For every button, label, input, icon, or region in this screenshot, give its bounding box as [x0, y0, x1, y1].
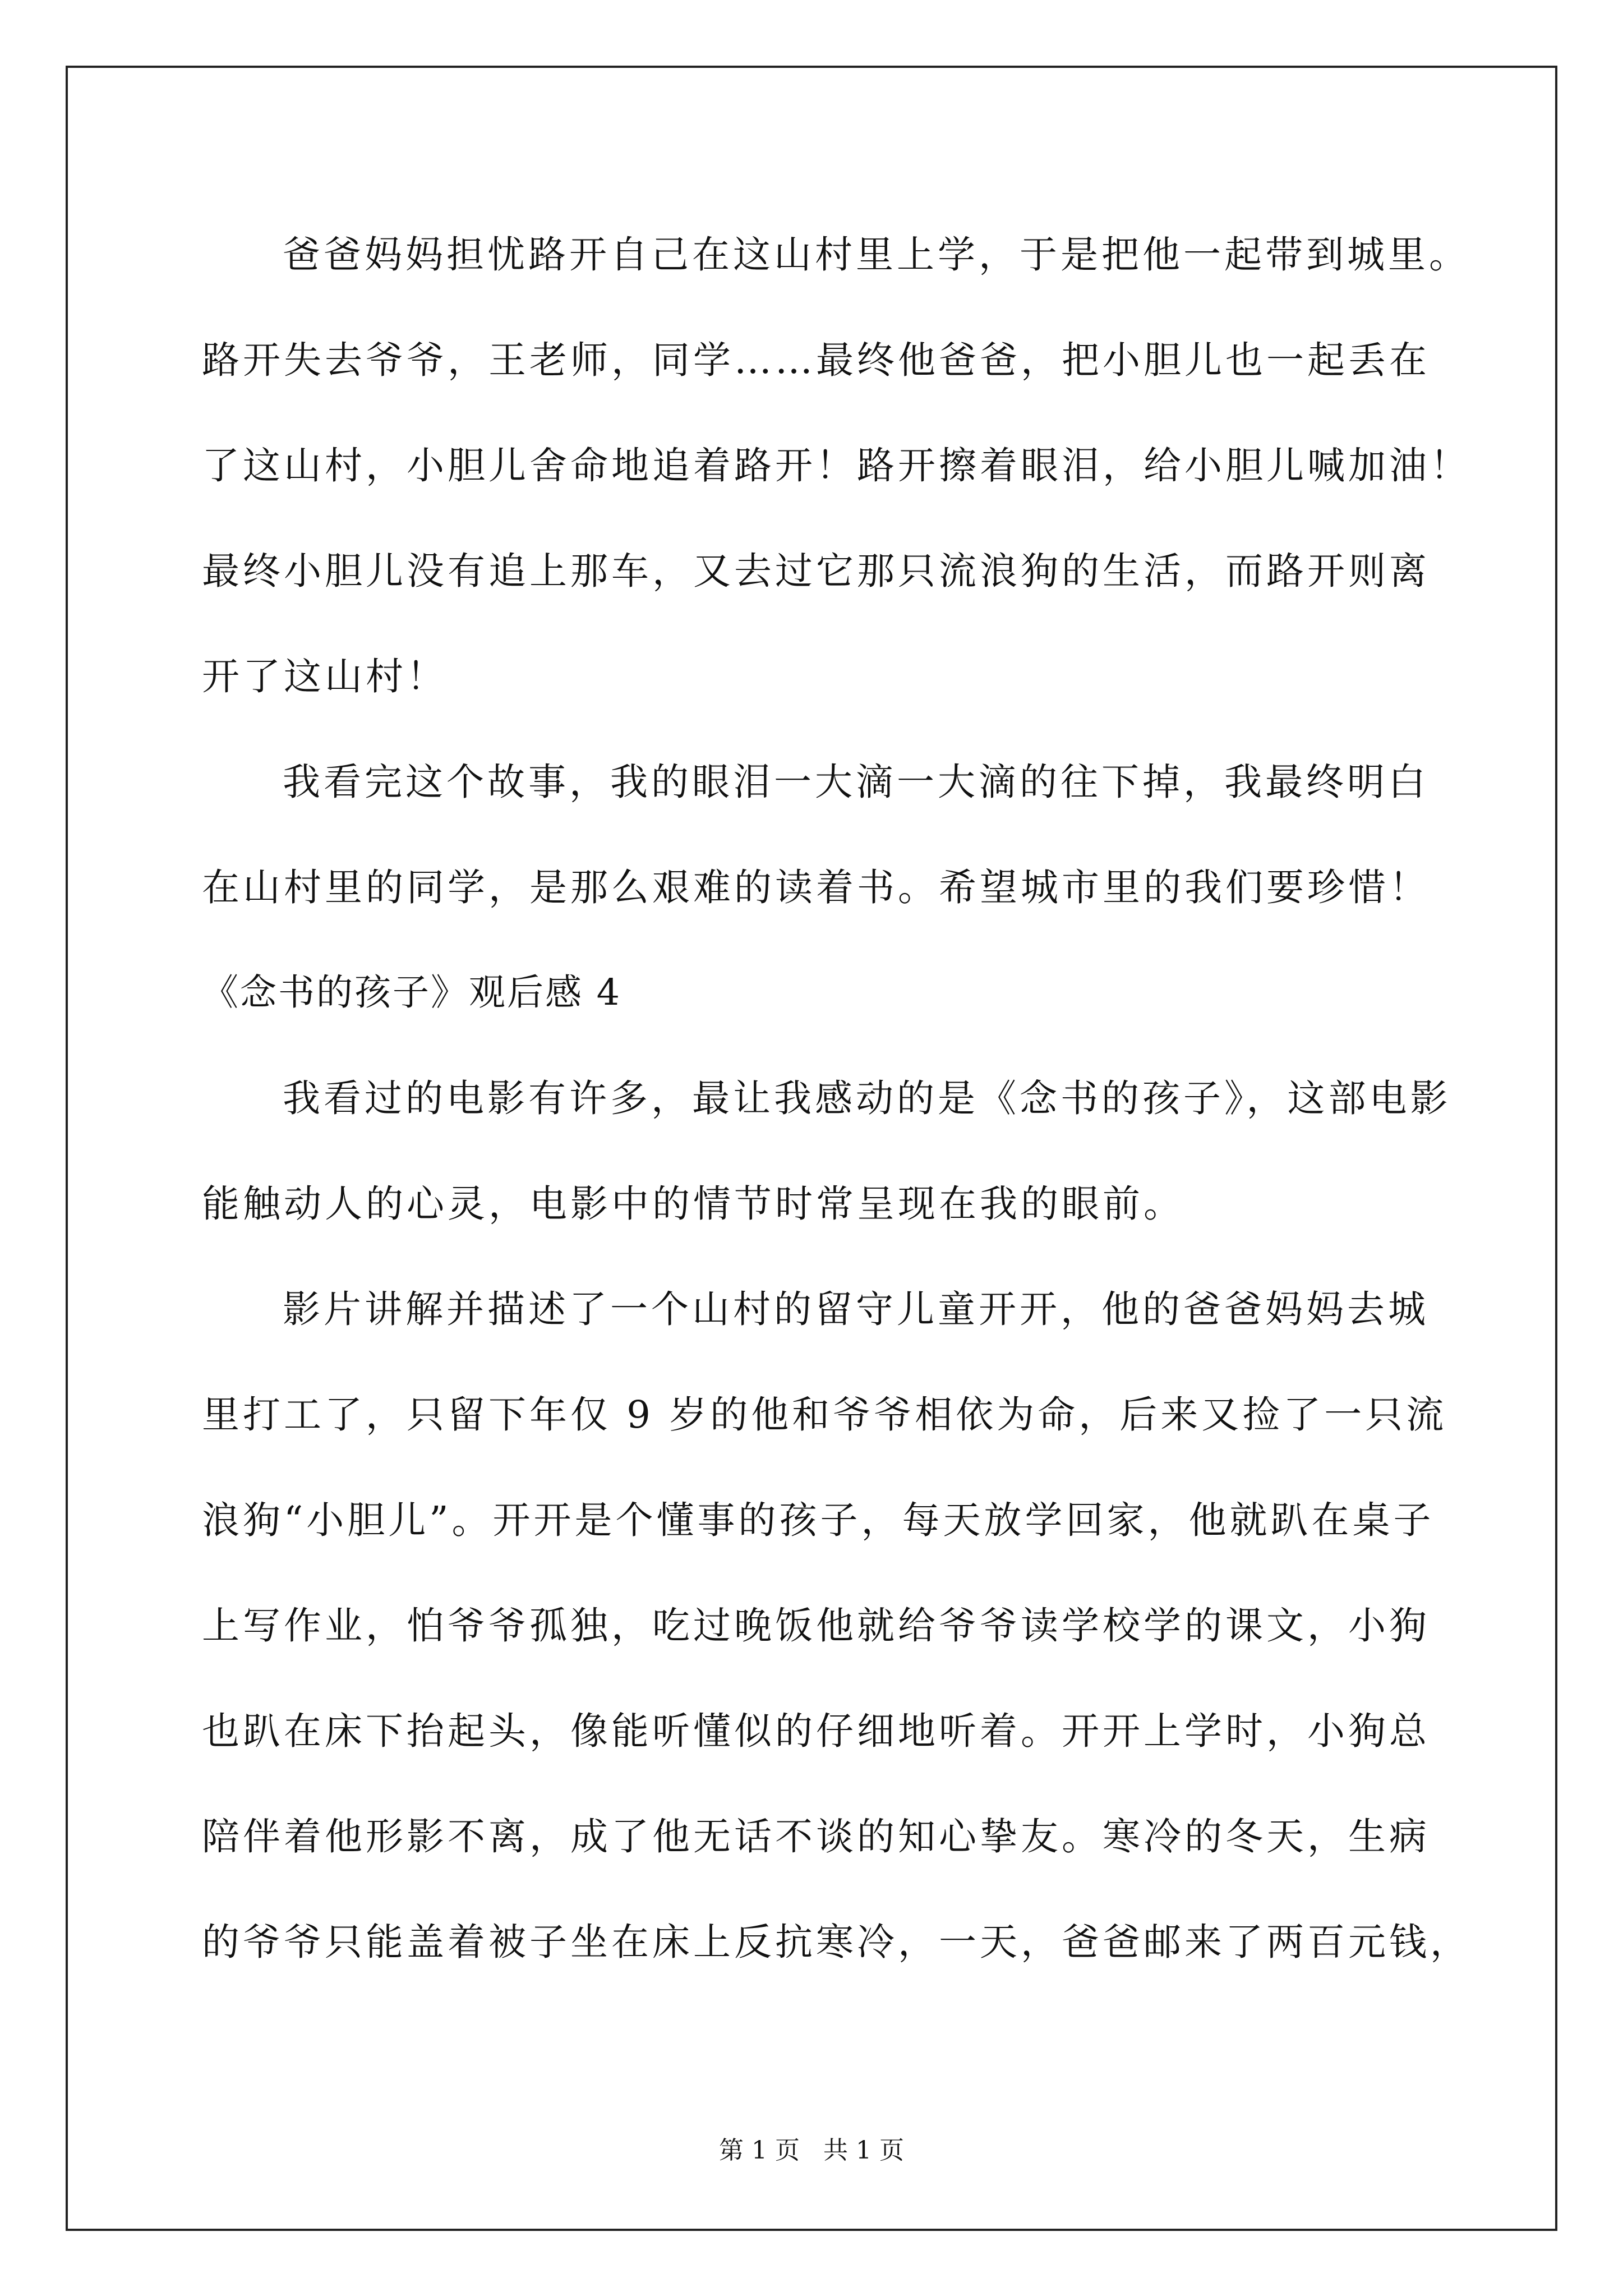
text-line: 在山村里的同学，是那么艰难的读着书。希望城市里的我们要珍惜！	[202, 866, 1430, 909]
text-line: 浪狗“小胆儿”。开开是个懂事的孩子，每天放学回家，他就趴在桌子	[202, 1498, 1435, 1542]
text-line: 了这山村，小胆儿舍命地追着路开！路开擦着眼泪，给小胆儿喊加油！	[202, 444, 1471, 487]
text-line: 上写作业，怕爷爷孤独，吃过晚饭他就给爷爷读学校学的课文，小狗	[202, 1604, 1430, 1648]
text-line: 路开失去爷爷，王老师，同学……最终他爸爸，把小胆儿也一起丢在	[202, 338, 1430, 382]
text-line: 开了这山村！	[202, 655, 448, 698]
text-line: 爸爸妈妈担忧路开自己在这山村里上学，于是把他一起带到城里。	[283, 233, 1470, 277]
text-line: 里打工了，只留下年仅 9 岁的他和爷爷相依为命，后来又捡了一只流	[202, 1393, 1447, 1437]
text-line: 最终小胆儿没有追上那车，又去过它那只流浪狗的生活，而路开则离	[202, 549, 1430, 593]
document-body	[202, 202, 1471, 1995]
section-title: 《念书的孩子》观后感 4	[202, 972, 622, 1014]
text-line: 影片讲解并描述了一个山村的留守儿童开开，他的爸爸妈妈去城	[283, 1287, 1429, 1331]
text-line: 陪伴着他形影不离，成了他无话不谈的知心挚友。寒冷的冬天，生病	[202, 1815, 1430, 1858]
text-line: 能触动人的心灵，电影中的情节时常呈现在我的眼前。	[202, 1182, 1184, 1226]
text-line: 也趴在床下抬起头，像能听懂似的仔细地听着。开开上学时，小狗总	[202, 1709, 1430, 1753]
text-line: 我看过的电影有许多，最让我感动的是《念书的孩子》，这部电影	[283, 1076, 1451, 1120]
text-line: 我看完这个故事，我的眼泪一大滴一大滴的往下掉，我最终明白	[283, 760, 1429, 804]
page-footer: 第 1 页 共 1 页	[719, 2136, 904, 2165]
text-line: 的爷爷只能盖着被子坐在床上反抗寒冷，一天，爸爸邮来了两百元钱，	[202, 1920, 1471, 1964]
